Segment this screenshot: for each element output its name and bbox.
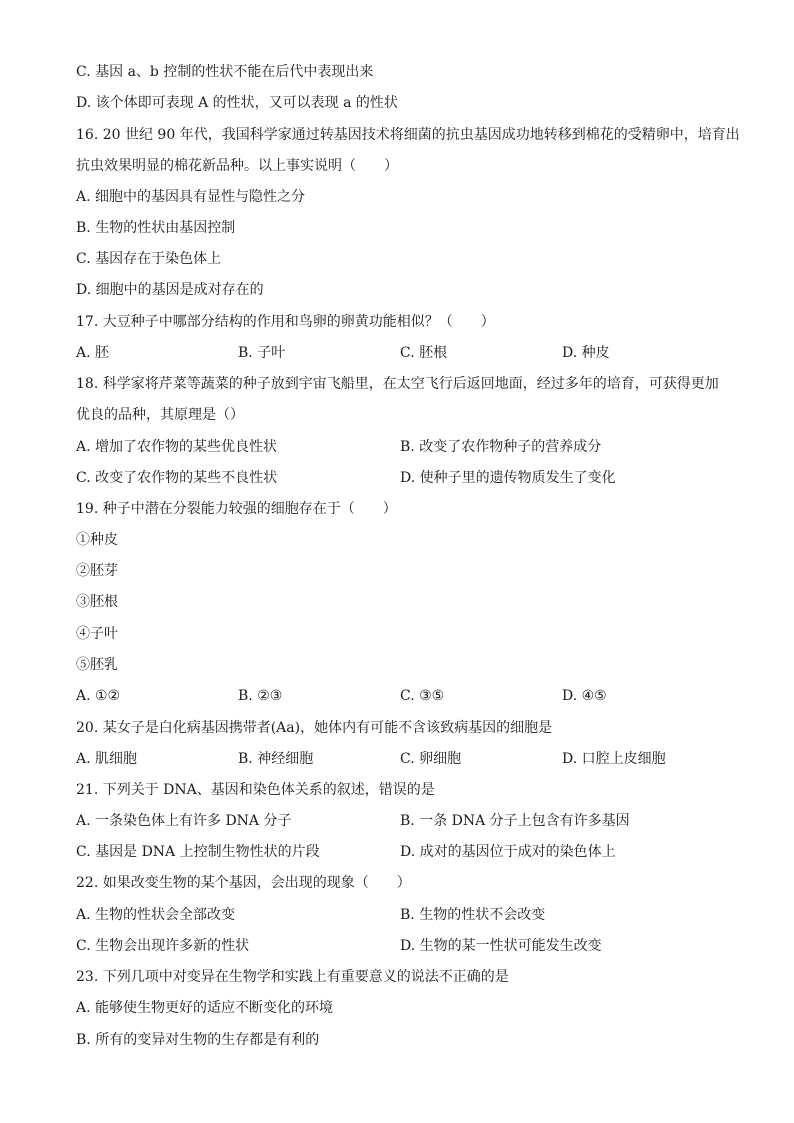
q21-option-c: C. 基因是 DNA 上控制生物性状的片段: [76, 844, 320, 860]
q22-option-d: D. 生物的某一性状可能发生改变: [400, 938, 602, 954]
q20-option-a: A. 肌细胞: [76, 751, 138, 767]
q18-option-c: C. 改变了农作物的某些不良性状: [76, 470, 278, 486]
q16-option-c: C. 基因存在于染色体上: [76, 251, 222, 267]
q19-stem: 19. 种子中潜在分裂能力较强的细胞存在于（ ）: [76, 501, 397, 517]
q16-stem-line2: 抗虫效果明显的棉花新品种。以上事实说明（ ）: [76, 158, 398, 174]
q22-option-b: B. 生物的性状不会改变: [400, 907, 546, 923]
q23-option-a: A. 能够使生物更好的适应不断变化的环境: [76, 1000, 334, 1016]
q19-option-d: D. ④⑤: [562, 688, 607, 704]
q18-option-b: B. 改变了农作物种子的营养成分: [400, 439, 602, 455]
q19-item-4: ④子叶: [76, 626, 118, 642]
q20-option-c: C. 卵细胞: [400, 751, 462, 767]
q17-option-c: C. 胚根: [400, 345, 448, 361]
q21-stem: 21. 下列关于 DNA、基因和染色体关系的叙述，错误的是: [76, 782, 435, 798]
q23-stem: 23. 下列几项中对变异在生物学和实践上有重要意义的说法不正确的是: [76, 969, 509, 985]
q18-option-d: D. 使种子里的遗传物质发生了变化: [400, 470, 616, 486]
q16-option-d: D. 细胞中的基因是成对存在的: [76, 282, 264, 298]
q21-option-a: A. 一条染色体上有许多 DNA 分子: [76, 813, 292, 829]
q19-item-5: ⑤胚乳: [76, 657, 118, 673]
q15-option-d: D. 该个体即可表现 A 的性状，又可以表现 a 的性状: [76, 95, 398, 111]
q19-item-3: ③胚根: [76, 594, 118, 610]
q19-item-1: ①种皮: [76, 532, 118, 548]
q23-option-b: B. 所有的变异对生物的生存都是有利的: [76, 1032, 320, 1048]
q20-stem: 20. 某女子是白化病基因携带者(Aa)，她体内有可能不含该致病基因的细胞是: [76, 720, 553, 736]
q15-option-c: C. 基因 a、b 控制的性状不能在后代中表现出来: [76, 64, 374, 80]
q18-option-a: A. 增加了农作物的某些优良性状: [76, 439, 278, 455]
q22-option-a: A. 生物的性状会全部改变: [76, 907, 236, 923]
q17-option-b: B. 子叶: [238, 345, 286, 361]
q18-stem-line1: 18. 科学家将芹菜等蔬菜的种子放到宇宙飞船里，在太空飞行后返回地面，经过多年的培育，可获得更加: [76, 376, 719, 392]
q16-option-a: A. 细胞中的基因具有显性与隐性之分: [76, 189, 306, 205]
q19-option-c: C. ③⑤: [400, 688, 445, 704]
q20-option-b: B. 神经细胞: [238, 751, 314, 767]
q22-option-c: C. 生物会出现许多新的性状: [76, 938, 250, 954]
q18-stem-line2: 优良的品种，其原理是（）: [76, 407, 244, 423]
q16-option-b: B. 生物的性状由基因控制: [76, 220, 236, 236]
q19-option-a: A. ①②: [76, 688, 121, 704]
q17-option-a: A. 胚: [76, 345, 110, 361]
q17-stem: 17. 大豆种子中哪部分结构的作用和鸟卵的卵黄功能相似？（ ）: [76, 314, 495, 330]
q22-stem: 22. 如果改变生物的某个基因，会出现的现象（ ）: [76, 875, 411, 891]
q21-option-d: D. 成对的基因位于成对的染色体上: [400, 844, 616, 860]
q20-option-d: D. 口腔上皮细胞: [562, 751, 666, 767]
q16-stem-line1: 16. 20 世纪 90 年代，我国科学家通过转基因技术将细菌的抗虫基因成功地转移到棉花的受精卵中，培育出: [76, 127, 740, 143]
q17-option-d: D. 种皮: [562, 345, 610, 361]
q21-option-b: B. 一条 DNA 分子上包含有许多基因: [400, 813, 630, 829]
q19-option-b: B. ②③: [238, 688, 283, 704]
q19-item-2: ②胚芽: [76, 563, 118, 579]
